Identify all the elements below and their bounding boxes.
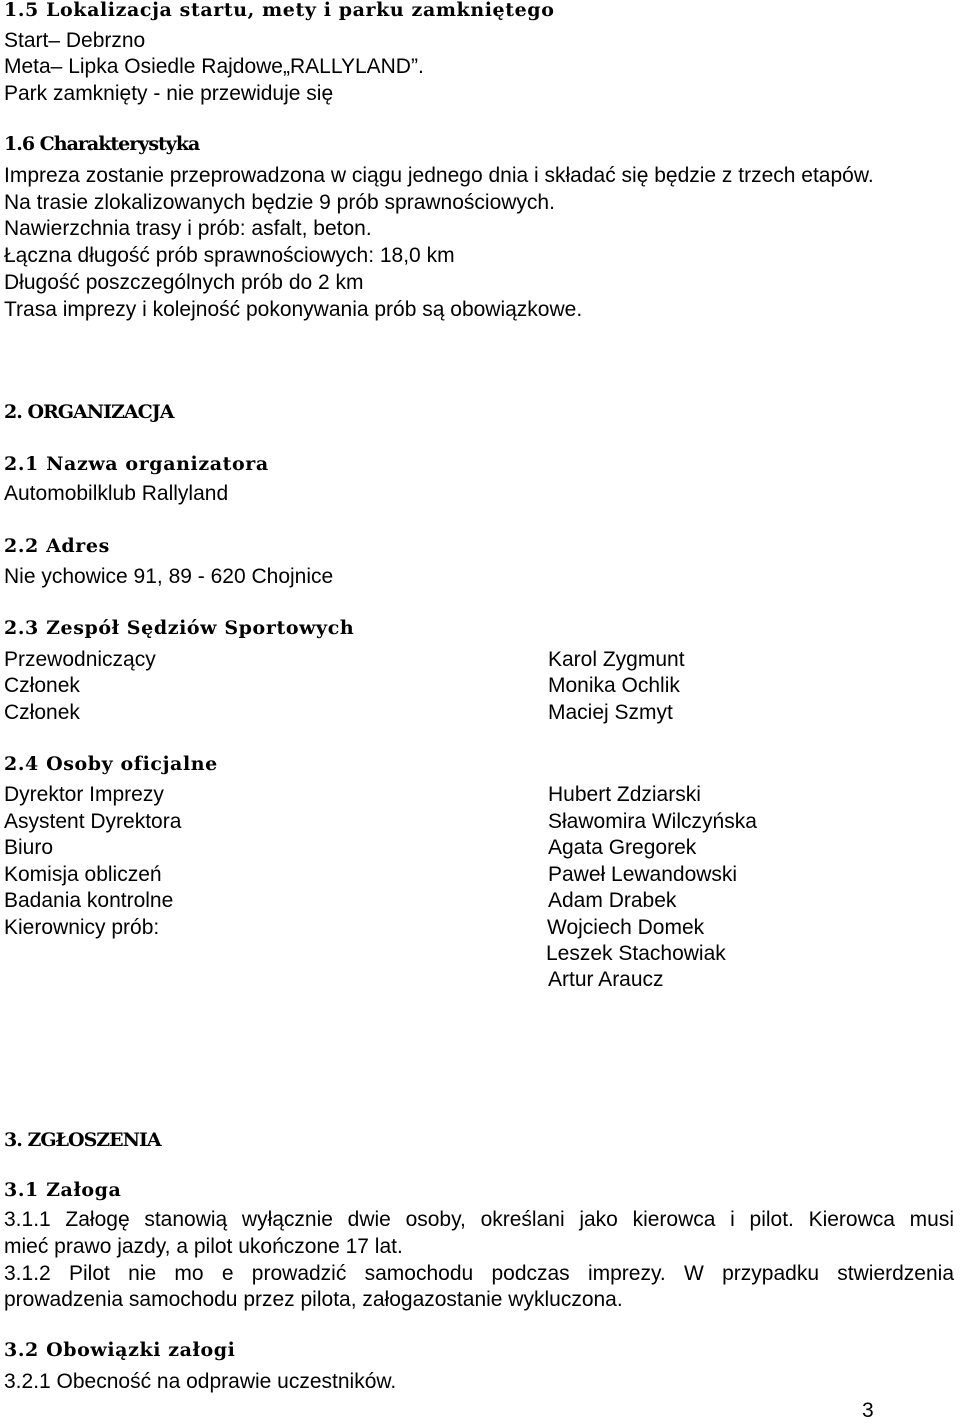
- section-3-1-heading: 3.1 Załoga: [4, 1179, 122, 1201]
- jury-role: Przewodniczący: [4, 648, 156, 671]
- jury-role: Członek: [4, 701, 80, 724]
- meta-line: Meta– Lipka Osiedle Rajdowe„RALLYLAND”.: [4, 55, 424, 78]
- characteristic-line: Impreza zostanie przeprowadzona w ciągu jednego dnia i składać się będzie z trzech etapów.: [4, 164, 874, 187]
- characteristic-line: Długość poszczególnych prób do 2 km: [4, 271, 364, 294]
- official-name: Paweł Lewandowski: [548, 863, 738, 886]
- duties-line: 3.2.1 Obecność na odprawie uczestników.: [4, 1370, 397, 1393]
- official-role: Dyrektor Imprezy: [4, 783, 164, 806]
- start-line: Start– Debrzno: [4, 29, 146, 52]
- section-2-1-heading: 2.1 Nazwa organizatora: [4, 453, 269, 475]
- section-2-heading: 2. ORGANIZACJA: [4, 401, 174, 423]
- official-role: Komisja obliczeń: [4, 863, 162, 886]
- jury-role: Członek: [4, 674, 80, 697]
- organizer-name: Automobilklub Rallyland: [4, 482, 229, 505]
- jury-name: Monika Ochlik: [548, 674, 680, 697]
- official-role: Kierownicy prób:: [4, 916, 160, 939]
- official-name: Adam Drabek: [548, 889, 677, 912]
- jury-name: Maciej Szmyt: [548, 701, 673, 724]
- section-2-2-heading: 2.2 Adres: [4, 535, 110, 557]
- official-name: Artur Araucz: [548, 968, 664, 991]
- official-name: Sławomira Wilczyńska: [548, 810, 757, 833]
- page-number: 3: [862, 1399, 874, 1422]
- crew-paragraph-1-line-1: 3.1.1 Załogę stanowią wyłącznie dwie osoby, określani jako kierowca i pilot. Kierowca musi: [4, 1208, 954, 1231]
- section-2-3-heading: 2.3 Zespół Sędziów Sportowych: [4, 617, 355, 639]
- official-role: Asystent Dyrektora: [4, 810, 182, 833]
- section-3-2-heading: 3.2 Obowiązki załogi: [4, 1339, 236, 1361]
- characteristic-line: Na trasie zlokalizowanych będzie 9 prób sprawnościowych.: [4, 191, 555, 214]
- official-name: Wojciech Domek: [547, 916, 705, 939]
- crew-paragraph-2-line-2: prowadzenia samochodu przez pilota, załogazostanie wykluczona.: [4, 1288, 623, 1311]
- section-2-4-heading: 2.4 Osoby oficjalne: [4, 753, 218, 775]
- official-role: Badania kontrolne: [4, 889, 174, 912]
- official-name: Hubert Zdziarski: [548, 783, 701, 806]
- official-role: Biuro: [4, 836, 54, 859]
- official-name: Agata Gregorek: [548, 836, 697, 859]
- crew-paragraph-1-line-2: mieć prawo jazdy, a pilot ukończone 17 lat.: [4, 1235, 403, 1258]
- park-line: Park zamknięty - nie przewiduje się: [4, 82, 334, 105]
- organizer-address: Nie ychowice 91, 89 - 620 Chojnice: [4, 565, 334, 588]
- jury-name: Karol Zygmunt: [548, 648, 685, 671]
- section-3-heading: 3. ZGŁOSZENIA: [4, 1129, 161, 1151]
- crew-paragraph-2-line-1: 3.1.2 Pilot nie mo e prowadzić samochodu podczas imprezy. W przypadku stwierdzenia: [4, 1262, 954, 1285]
- characteristic-line: Trasa imprezy i kolejność pokonywania prób są obowiązkowe.: [4, 298, 583, 321]
- official-name: Leszek Stachowiak: [546, 942, 726, 965]
- characteristic-line: Łączna długość prób sprawnościowych: 18,0 km: [4, 244, 455, 267]
- section-1-5-heading: 1.5 Lokalizacja startu, mety i parku zamkniętego: [4, 0, 555, 21]
- section-1-6-heading: 1.6 Charakterystyka: [4, 133, 200, 155]
- characteristic-line: Nawierzchnia trasy i prób: asfalt, beton.: [4, 217, 372, 240]
